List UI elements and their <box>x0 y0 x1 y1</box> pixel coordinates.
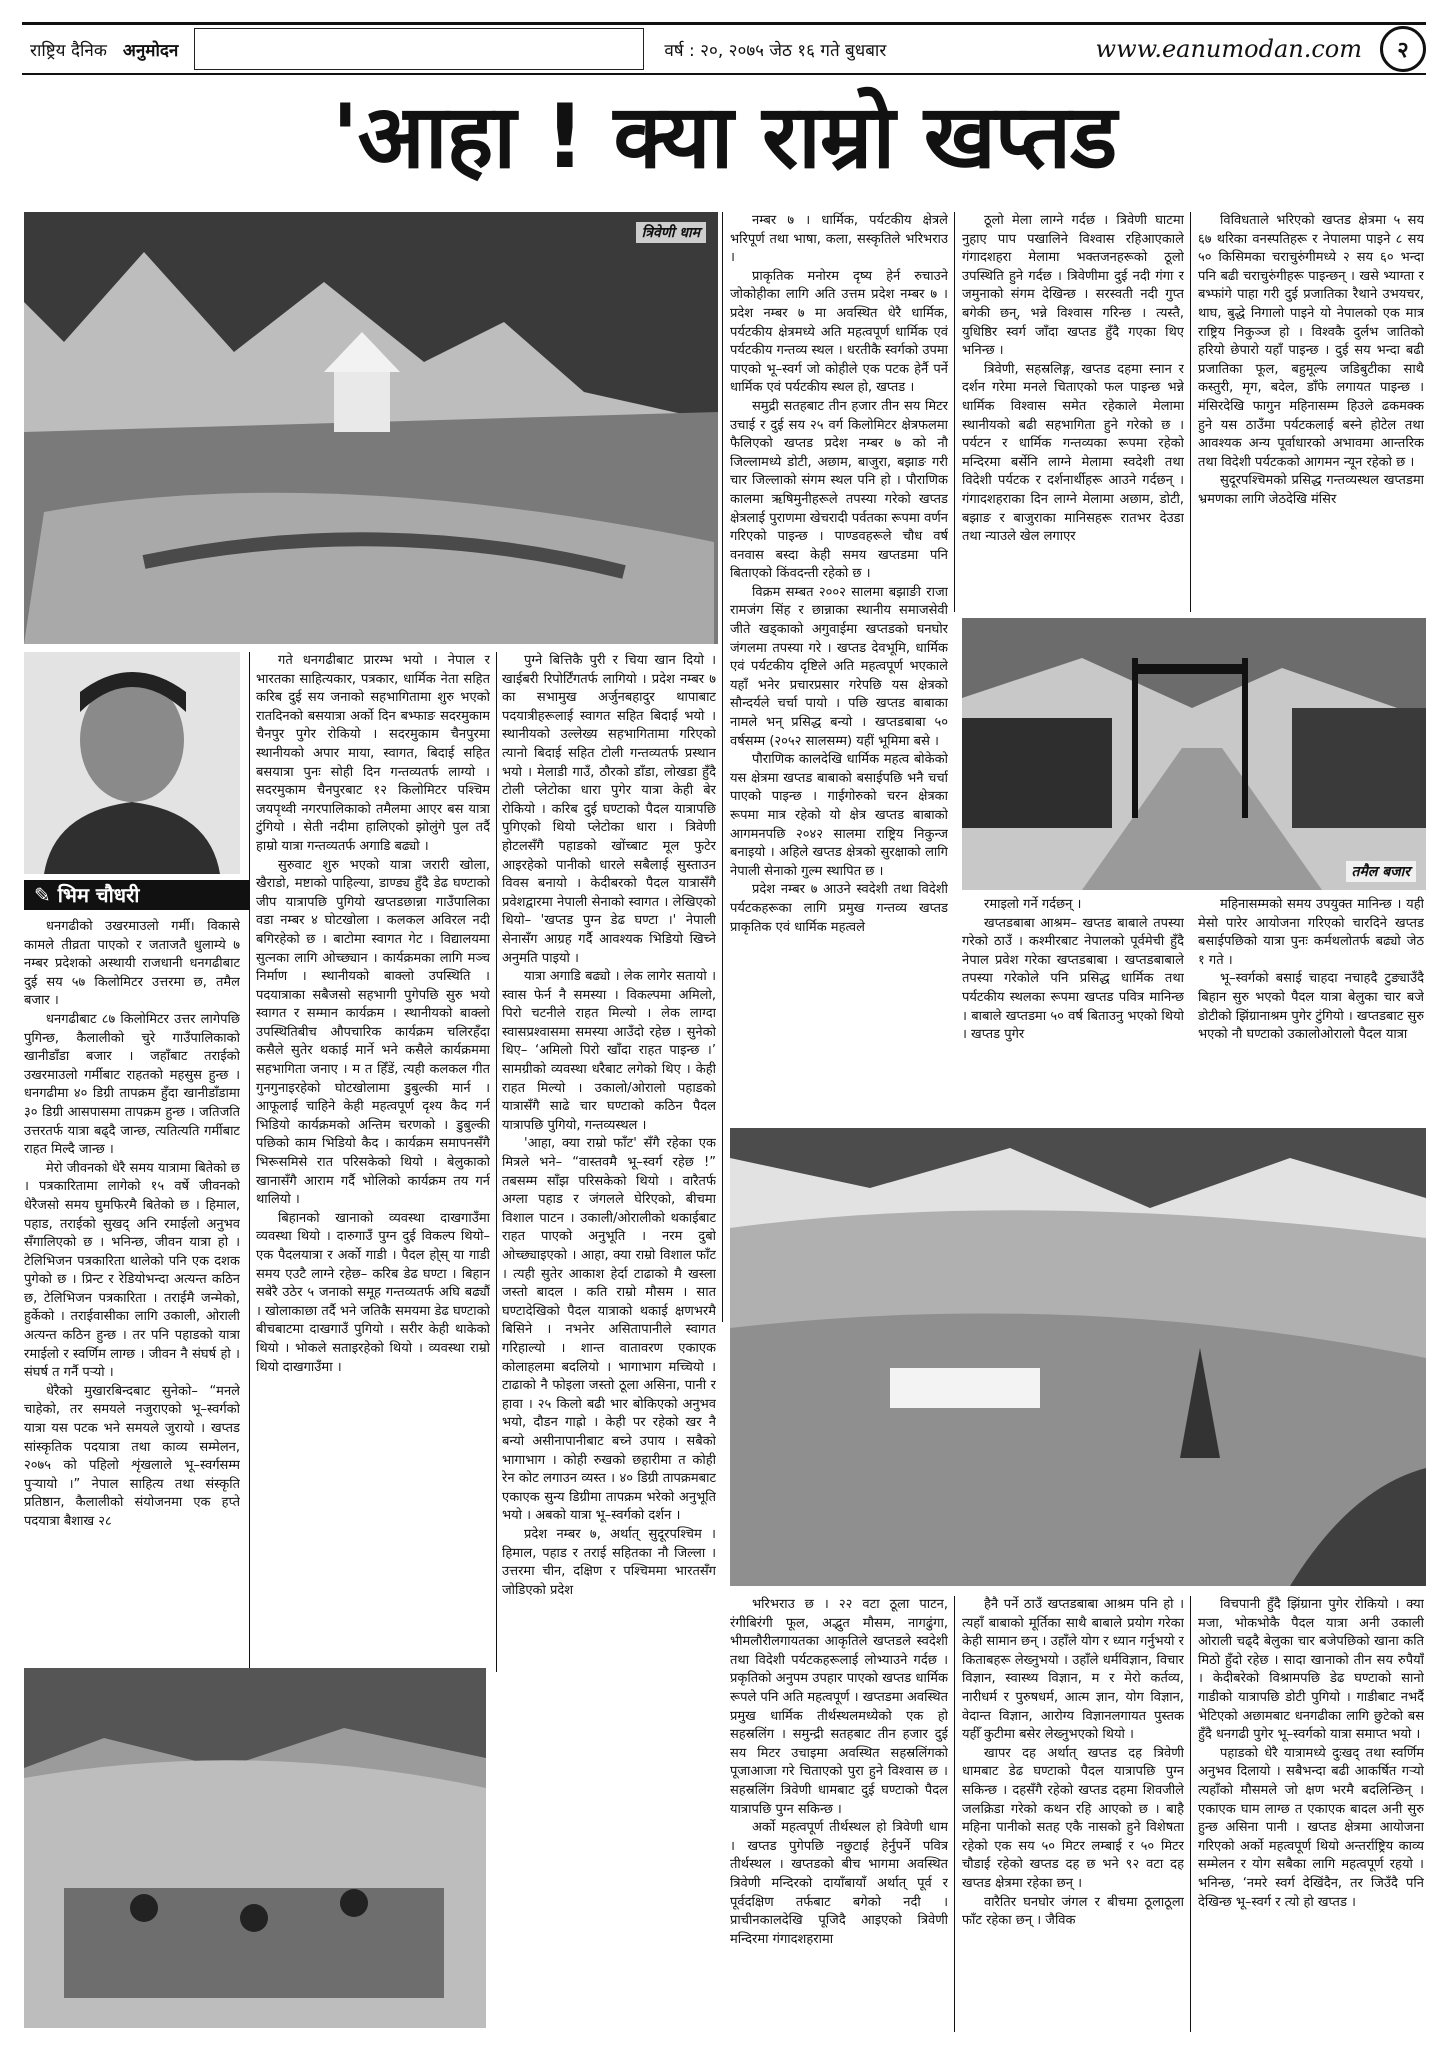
article-column-6-bottom <box>1198 1596 1424 2032</box>
khaptad-plateau-photo <box>730 1128 1426 1586</box>
column-rule <box>954 212 955 612</box>
triveni-dham-caption: त्रिवेणी धाम <box>636 222 706 243</box>
article-column-6 <box>1198 212 1424 612</box>
article-column-3 <box>502 652 716 2032</box>
paragraph: मेरो जीवनको धेरै समय यात्रामा बितेको छ । पत्रकारितामा लागेको १५ वर्षे जीवनको धेरैजसो समय घुमफिरमै बितेको छ । हिमाल, पहाड, तराईको सुखद् अनि रमाईलो अनुभव सँगालिएको छ । भनिन्छ, जीवन यात्रा हो । टेलिभिजन पत्रकारिता थालेको पनि एक दशक पुगेको छ । प्रिन्ट र रेडियोभन्दा अत्यन्त कठिन छ, टेलिभिजन पत्रकारिता । तराईमै जन्मेको, हुर्केको । तराईवासीका लागि उकाली, ओराली अत्यन्त कठिन हुन्छ । तर पनि पहाडको यात्रा रमाईलो र स्वर्णिम लाग्छ । जीवन नै संघर्ष हो । संघर्ष त गर्नै पर्‍यो । <box>24 1160 240 1381</box>
article-column-4-bottom <box>730 1596 948 2032</box>
column-rule <box>1190 212 1191 612</box>
paragraph: प्राकृतिक मनोरम दृष्य हेर्न रुचाउने जोकोहीका लागि अति उत्तम प्रदेश नम्बर ७ । प्रदेश नम्बर ७ मा अवस्थित धेरै धार्मिक, पर्यटकीय क्षेत्रमध्ये अति महत्वपूर्ण धार्मिक एवं पर्यटकीय गन्तव्य स्थल । धरतीकै स्वर्गको उपमा पाएको भू–स्वर्ग जो कोहीले एक पटक हेर्नै पर्ने धार्मिक एवं पर्यटकीय स्थल हो, खप्तड । <box>730 268 948 396</box>
article-column-5 <box>962 212 1184 612</box>
article-column-4 <box>730 212 948 1122</box>
paper-label: राष्ट्रिय दैनिक <box>30 40 107 61</box>
author-byline: ✎ भिम चौधरी <box>24 880 250 910</box>
paragraph: खप्तडबाबा आश्रम– खप्तड बाबाले तपस्या गरेको ठाउँ । कश्मीरबाट नेपालको पूर्वमेची हुँदै नेपाल प्रवेश गरेका खप्तडबाबा । खप्तडबाबाले तपस्या गरेकोले पनि प्रसिद्ध धार्मिक तथा पर्यटकीय स्थलका रूपमा खप्तड पवित्र मानिन्छ । बाबाले खप्तडमा ५० वर्ष बिताउनु भएको थियो । खप्तड पुगेर <box>962 915 1184 1043</box>
paper-name: अनुमोदन <box>122 40 179 61</box>
article-column-2 <box>256 652 490 1656</box>
paragraph: सुदूरपश्चिमको प्रसिद्ध गन्तव्यस्थल खप्तडमा भ्रमणका लागि जेठदेखि मंसिर <box>1198 473 1424 507</box>
column-rule <box>249 652 250 1672</box>
author-name: भिम चौधरी <box>57 883 140 907</box>
column-rule <box>954 1596 955 2032</box>
paragraph: खापर दह अर्थात् खप्तड दह त्रिवेणी धामबाट डेढ घण्टाको पैदल यात्रापछि पुग्न सकिन्छ । दहसँगै रहेको खप्तड दहमा शिवजीले जलक्रिडा गरेको कथन रहि आएको छ । बाहै महिना पानीको सतह एकै नासको हुने विशेषता रहेको एक सय ५० मिटर लम्बाई र ५० मिटर चौडाई रहेको खप्तड दह छ भने ९२ वटा दह खप्तड क्षेत्रमा रहेका छन् । <box>962 1745 1184 1891</box>
masthead <box>22 22 1426 75</box>
paragraph: गते धनगढीबाट प्रारम्भ भयो । नेपाल र भारतका साहित्यकार, पत्रकार, धार्मिक नेता सहित करिब दुई सय जनाको सहभागितामा शुरु भएको रातदिनको बसयात्रा अर्को दिन बभ्फाङ सदरमुकाम चैनपुर पुगेर रोकियो । सदरमुकाम चैनपुरमा स्थानीयको अपार माया, स्वागत, बिदाई सहित बसयात्रा पुनः सोही दिन गन्तव्यतर्फ लाग्यो । सदरमुकाम चैनपुरबाट १२ किलोमिटर पश्चिम जयपृथ्वी नगरपालिकाको तमैलमा आएर बस यात्रा टुंगियो । सेती नदीमा हालिएको झोलुंगे पुल तर्दै हाम्रो यात्रा गन्तव्यतर्फ अगाडि बढ्यो । <box>256 653 490 854</box>
column-rule <box>722 212 723 1322</box>
paragraph: भरिभराउ छ । २२ वटा ठूला पाटन, रंगीबिरंगी फूल, अद्भुत मौसम, नागढुंगा, भीमलौरीलगायतका आकृतिले खप्तडले स्वदेशी तथा विदेशी पर्यटकहरूलाई लोभ्याउने गर्दछ । प्रकृतिको अनुपम उपहार पाएको खप्तड धार्मिक रूपले पनि अति महत्वपूर्ण । खप्तडमा अवस्थित प्रमुख धार्मिक तीर्थस्थलमध्येको एक हो सहस्रलिंग । समुन्द्री सतहबाट तीन हजार दुई सय मिटर उचाइमा अवस्थित सहस्रलिंगको पूजाआजा गरे चिताएको पुरा हुने विश्वास छ । सहस्रलिंग त्रिवेणी धामबाट दुई घण्टाको पैदल यात्रापछि पुग्न सकिन्छ । <box>730 1597 948 1817</box>
paragraph: विक्रम सम्बत २००२ सालमा बझाङी राजा रामजंग सिंह र छान्नाका स्थानीय समाजसेवी जीते खड्काको अगुवाईमा खप्तडको घनघोर जंगलमा तपस्या गरे । खप्तड देवभूमि, धार्मिक एवं पर्यटकीय दृष्टिले अति महत्वपूर्ण भएकाले यहाँ भनेर प्रचारप्रसार गरेपछि यस क्षेत्रको सौन्दर्यले चर्चा पायो । पछि खप्तड बाबाका नामले भन् प्रसिद्ध बन्यो । खप्तडबाबा ५० वर्षसम्म (२०५२ सालसम्म) यहीं भूमिमा बसे । <box>730 584 948 749</box>
column-rule <box>1190 1596 1191 2032</box>
article-column-6-continued <box>1198 896 1424 1118</box>
khaptad-plateau-illustration <box>730 1128 1426 1586</box>
paragraph: विविधताले भरिएको खप्तड क्षेत्रमा ५ सय ६७ थरिका वनस्पतिहरू र नेपालमा पाइने ८ सय ५० किसिमका चराचुरुंगीमध्ये २ सय ६० भन्दा पनि बढी चराचुरुंगीहरू पाइन्छन् । खसे भ्याग्ता र बभ्फांगे पाहा गरी दुई प्रजातिका रैथाने उभयचर, थाघ, बुद्धे निगालो पाइने यो नेपालको एक मात्र राष्ट्रिय निकुञ्ज हो । विश्वकै दुर्लभ जातिको हरियो छेपारो यहाँ पाइन्छ । दुई सय भन्दा बढी प्रजातिका फूल, बहुमूल्य जडिबुटीका साथै कस्तुरी, मृग, बदेल, डाँफे लगायत पाइन्छ । मंसिरदेखि फागुन महिनासम्म हिउले ढकमक्क हुने यस ठाउँमा पर्यटकलाई बस्ने होटेल तथा आवश्यक अन्य पूर्वाधारको अभावमा आन्तरिक तथा विदेशी पर्यटकको आगमन न्यून रहेको छ । <box>1198 213 1424 470</box>
paragraph: समुद्री सतहबाट तीन हजार तीन सय मिटर उचाई र दुई सय २५ वर्ग किलोमिटर क्षेत्रफलमा फैलिएको खप्तड प्रदेश नम्बर ७ को नौ जिल्लामध्ये डोटी, अछाम, बाजुरा, बझाङ गरी चार जिल्लाको संगम स्थल पनि हो । पौराणिक कालमा ऋषिमुनीहरूले तपस्या गरेको खप्तड क्षेत्रलाई पुराणमा खेचरादी पर्वतका रूपमा वर्णन गरिएको पाइन्छ । पाण्डवहरूले चौध वर्ष वनवास बस्दा केही समय खप्तडमा पनि बिताएको किंवदन्ती रहेको छ । <box>730 398 948 582</box>
paragraph: हैनै पर्ने ठाउँ खप्तडबाबा आश्रम पनि हो । त्यहाँ बाबाको मूर्तिका साथै बाबाले प्रयोग गरेका केही सामान छन् । उहाँले योग र ध्यान गर्नुभयो र किताबहरू लेख्नुभयो । उहाँले धर्मविज्ञान, विचार विज्ञान, स्वास्थ्य विज्ञान, म र मेरो कर्तव्य, नारीधर्म र पुरुषधर्म, आत्म ज्ञान, योग विज्ञान, वेदान्त विज्ञान, आरोग्य विज्ञानलगायत पुस्तक यहीँ कुटीमा बसेर लेख्नुभएको थियो । <box>962 1597 1184 1743</box>
paragraph: धनगढीको उखरमाउलो गर्मी। विकासे कामले तीव्रता पाएको र जताजतै धुलाम्ये ७ नम्बर प्रदेशको अस्थायी राजधानी धनगढीबाट दुई सय ५७ किलोमिटर उत्तरमा छ, तमैल बजार । <box>24 919 240 1009</box>
website-link[interactable]: www.eanumodan.com <box>1095 35 1362 63</box>
paragraph: यात्रा अगाडि बढ्यो । लेक लागेर सतायो । स्वास फेर्न नै समस्या । विकल्पमा अमिलो, पिरो चटनीले राहत मिल्यो । लेक लाग्दा स्वासप्रश्वासमा समस्या आउँदो रहेछ । सुनेको थिए– ‘अमिलो पिरो खाँदा राहत पाइन्छ ।’ सामग्रीको व्यवस्था धरैबाट लगेको थिए । केही राहत मिल्यो । उकालो/ओरालो पहाडको यात्रासँगै साढे चार घण्टाको कठिन पैदल यात्रापछि पुगियो, गन्तव्यस्थल । <box>502 969 716 1133</box>
article-column-5-continued <box>962 896 1184 1118</box>
author-portrait <box>24 652 240 874</box>
tamail-bazar-caption: तमैल बजार <box>1346 861 1416 882</box>
paragraph: पुग्ने बित्तिकै पुरी र चिया खान दियो । खाईबरी रिपोर्टिंगतर्फ लागियो । प्रदेश नम्बर ७ का सभामुख अर्जुनबहादुर थापाबाट पदयात्रीहरूलाई स्वागत सहित बिदाई भयो । स्थानीयको उल्लेख्य सहभागितामा गरिएको त्यानो बिदाई सहित टोली गन्तव्यतर्फ प्रस्थान भयो । मेलाडी गाउँ, ठौरको डाँडा, लोखडा हुँदै टोली प्लेटोका धारा पुगेर यात्रा केही बेर रोकियो । करिब दुई घण्टाको पैदल यात्रापछि पुगिएको थियो प्लेटोका धारा । त्रिवेणी होटलसँगै पहाडको खोंच्बाट मूल फुटेर आइरहेको पानीको धारले सबैलाई सुस्ताउन विवस बनायो । केदीबरको पैदल यात्रासँगै प्रवेशद्वारमा नेपाली सेनाको स्वागत । लेखिएको थियो– 'खप्तड पुग्न डेढ घण्टा ।' नेपाली सेनासँग आग्रह गर्दै आवश्यक भिडियो खिच्ने अनुमति पाइयो । <box>502 653 716 966</box>
paragraph: भू–स्वर्गको बसाई चाहदा नचाहदै टुङ्याउँदै बिहान सुरु भएको पैदल यात्रा बेलुका चार बजे डोटीको झिंग्रानाश्रम पुगेर टुंगियो । खप्तडबाट सुरु भएको नौ घण्टाको उकालोओरालो पैदल यात्रा <box>1198 971 1424 1043</box>
paragraph: बिहानको खानाको व्यवस्था दाखगाउँमा व्यवस्था थियो । दारुगाउँ पुग्न दुई विकल्प थियो– एक पैदलयात्रा र अर्को गाडी । पैदल हो्‍स् या गाडी समय एउटै लाग्ने रहेछ– करिब डेढ घण्टा । बिहान सबेरै उठेर ५ जनाको समूह गन्तव्यतर्फ अघि बढ्यौं । खोलाकाछा तर्दै भने जतिकै समयमा डेढ घण्टाको बीचबाटमा दाखगाउँ पुगियो । सरीर केही थाकेको थियो । भोकले सताइरहेको थियो । व्यवस्था राम्रो थियो दाखगाउँमा । <box>256 1210 490 1375</box>
yoga-session-photo <box>24 1668 486 2028</box>
paragraph: रमाइलो गर्ने गर्दछन् । <box>984 897 1082 912</box>
paragraph: विचपानी हुँदै झिंग्राना पुगेर रोकियो । क्या मजा, भोकभोकै पैदल यात्रा अनी उकाली ओराली चढ्दै बेलुका चार बजेपछिको खाना कति मिठो हुँदो रहेछ । सादा खानाको तीन सय रुपैयाँ । केदीबरेको विश्रामपछि डेढ घण्टाको सानो गाडीको यात्रापछि डोटी पुगियो । गाडीबाट नभर्दै भेटिएको अछामबाट धनगढीका लागि छुटेको बस हुँदै धनगढी पुगेर भू–स्वर्गको यात्रा समाप्त भयो । <box>1198 1597 1424 1743</box>
yoga-session-illustration <box>24 1668 486 2028</box>
paragraph: वारैतिर घनघोर जंगल र बीचमा ठूलाठूला फाँट रहेका छन् । जैविक <box>962 1894 1184 1929</box>
article-headline: 'आहा ! क्या राम्रो खप्तड <box>331 85 1117 188</box>
paragraph: नम्बर ७ । धार्मिक, पर्यटकीय क्षेत्रले भरिपूर्ण तथा भाषा, कला, सस्कृतिले भरिभराउ । <box>730 213 948 266</box>
page-number: २ <box>1380 26 1426 72</box>
tamail-bazar-illustration <box>962 618 1426 890</box>
triveni-dham-illustration <box>24 212 718 644</box>
issue-date: वर्ष : २०, २०७५ जेठ १६ गते बुधबार <box>664 40 887 61</box>
masthead-blank-box <box>194 28 644 70</box>
author-portrait-illustration <box>24 652 240 874</box>
column-rule <box>496 652 497 1672</box>
paragraph: धेरैको मुखारबिन्दबाट सुनेको– “मनले चाहेको, तर समयले नजुराएको भू–स्वर्गको यात्रा यस पटक भने समयले जुरायो । खप्तड सांस्कृतिक पदयात्रा तथा काव्य सम्मेलन, २०७५ को पहिलो शृंखलाले भू–स्वर्गसम्म पुर्‍यायो ।” नेपाल साहित्य तथा संस्कृति प्रतिष्ठान, कैलालीको संयोजनमा एक हप्ते पदयात्रा बैशाख २८ <box>24 1383 240 1529</box>
paragraph: त्रिवेणी, सहस्रलिङ्ग, खप्तड दहमा स्नान र दर्शन गरेमा मनले चिताएको फल पाइन्छ भन्ने धार्मिक विश्वास समेत रहेकाले मेलामा स्थानीयको बढी सहभागिता हुने गरेको छ । पर्यटन र धार्मिक गन्तव्यका रूपमा रहेको मन्दिरमा बर्सेनि लाग्ने मेलामा स्वदेशी तथा विदेशी पर्यटक र दर्शनार्थीहरू आउने गर्दछन् । गंगादशहराका दिन लाग्ने मेलामा अछाम, डोटी, बझाङ र बाजुराका मानिसहरू रातभर देउडा तथा न्याउले खेल लगाएर <box>962 361 1184 545</box>
paragraph: धनगढीबाट ८७ किलोमिटर उत्तर लागेपछि पुगिन्छ, कैलालीको चुरे गाउँपालिकाको खानीडाँडा बजार । जहाँबाट तराईको उखरमाउलो गर्मीबाट राहतको महसुस हुन्छ । धनगढीमा ४० डिग्री तापक्रम हुँदा खानीडाँडामा ३० डिग्री आसपासमा तापक्रम हुन्छ । जतिजति उत्तरतर्फ यात्रा बढ्दै जान्छ, त्यतित्यति गर्मीबाट राहत मिल्दै जान्छ । <box>24 1011 240 1158</box>
paragraph: 'आहा, क्या राम्रो फाँट' सँगै रहेका एक मित्रले भने– “वास्तवमै भू–स्वर्ग रहेछ !” तबसम्म साँझ परिसकेको थियो । वारैतर्फ अग्ला पहाड र जंगलले घेरिएको, बीचमा विशाल पाटन । उकाली/ओरालीको थकाईबाट राहत पाएको अनुभूति । नरम दुबो ओच्छ्याइएको । आहा, क्या राम्रो विशाल फाँट । त्यही सुतेर आकाश हेर्दा टाढाको मै खस्ला जस्तो बादल । कति राम्रो मौसम । सात घण्टादेखिको पैदल यात्राको थकाई क्षणभरमै बिसिने । नभनेर असितापानीले स्वागत गरिहाल्यो । शान्त वातावरण एकाएक कोलाहलमा बदलियो । भागाभाग मच्चियो । टाढाको नै फोइला जस्तो ठूला असिना, पानी र हावा । २५ किलो बढी भार बोकिएको अनुभव भयो, दौडन गाह्रो । केही पर रहेको खर नै बन्यो असीनापानीबाट बच्ने उपाय । सबैको भागाभाग । कोही रुखको छहारीमा त कोही रेन कोट लगाउन व्यस्त । ४० डिग्री तापक्रमबाट एकाएक सुन्य डिग्रीमा तापक्रम भरेको अनुभूति भयो । अबको यात्रा भू–स्वर्गको दर्शन । <box>502 1136 716 1524</box>
paragraph: पहाडको धेरै यात्रामध्ये दुःखद् तथा स्वर्णिम अनुभव दिलायो । सबैभन्दा बढी आकर्षित गर्‍यो त्यहाँको मौसमले जो क्षण भरमै बदलिन्छिन् । एकाएक घाम लाग्छ त एकाएक बादल अनी सुरु हुन्छ असिना पानी । खप्तड क्षेत्रमा आयोजना गरिएको अर्को महत्वपूर्ण थियो अन्तर्राष्ट्रिय काव्य सम्मेलन र योग सबैका लागि महत्वपूर्ण रहयो । भनिन्छ, ‘नमरे स्वर्ग देखिंदैन, तर जिउँदै पनि देखिन्छ भू–स्वर्ग र त्यो हो खप्तड । <box>1198 1745 1424 1910</box>
paragraph: प्रदेश नम्बर ७ आउने स्वदेशी तथा विदेशी पर्यटकहरूका लागि प्रमुख गन्तव्य खप्तड प्राकृतिक एवं धार्मिक महत्वले <box>730 882 948 935</box>
triveni-dham-photo <box>24 212 718 644</box>
paragraph: पौराणिक कालदेखि धार्मिक महत्व बोकेको यस क्षेत्रमा खप्तड बाबाको बसाईपछि भनै चर्चा पाएको पाइन्छ । गाईगोरुको चरन क्षेत्रका रूपमा मात्र रहेको यो क्षेत्र खप्तड बाबाको आगमनपछि २०४२ सालमा राष्ट्रिय निकुन्ज बनाइयो । अहिले खप्तड क्षेत्रको सुरक्षाको लागि नेपाली सेनाको गुल्म स्थापित छ । <box>730 752 948 879</box>
paragraph: ठूलो मेला लाग्ने गर्दछ । त्रिवेणी घाटमा नुहाए पाप पखालिने विश्वास रहिआएकाले गंगादशहरा मेलामा भक्तजनहरूको ठूलो उपस्थिति हुने गर्दछ । त्रिवेणीमा दुई नदी गंगा र जमुनाको संगम देखिन्छ । सरस्वती नदी गुप्त बगेकी छन्, भन्ने विश्वास गरिन्छ । त्यस्तै, युधिष्ठिर स्वर्ग जाँदा खप्तड हुँदै गएका थिए भनिन्छ । <box>962 213 1184 359</box>
paragraph: प्रदेश नम्बर ७, अर्थात् सुदूरपश्चिम । हिमाल, पहाड र तराई सहितका नौ जिल्ला । उत्तरमा चीन, दक्षिण र पश्चिममा भारतसँग जोडिएको प्रदेश <box>502 1526 716 1598</box>
paragraph: अर्को महत्वपूर्ण तीर्थस्थल हो त्रिवेणी धाम । खप्तड पुगेपछि नछुटाई हेर्नुपर्ने पवित्र तीर्थस्थल । खप्तडको बीच भागमा अवस्थित त्रिवेणी मन्दिरको दायाँबायाँ अर्थात् पूर्व र पूर्वदक्षिण तर्फबाट बगेको नदी । प्राचीनकालदेखि पूजिदै आइएको त्रिवेणी मन्दिरमा गंगादशहरामा <box>730 1820 948 1947</box>
tamail-bazar-photo <box>962 618 1426 890</box>
article-column-5-bottom <box>962 1596 1184 2032</box>
paragraph: महिनासम्मको समय उपयुक्त मानिन्छ । यही मेसो पारेर आयोजना गरिएको चारदिने खप्तड बसाईपछिको यात्रा पुनः कर्मथलोतर्फ बढ्यो जेठ १ गते । <box>1198 897 1424 968</box>
paragraph: सुरुवाट शुरु भएको यात्रा जरारी खोला, खैराडो, मष्टाको पाहिल्या, डाण्ड्य हुँदै डेढ घण्टाको जीप यात्रापछि पुगियो खप्तडछान्ना गाउँपालिका वडा नम्बर ४ घोटखोला । कलकल अविरल नदी बगिरहेको छ । बाटोमा स्वागत गेट । विद्यालयमा सुत्नका लागि ओच्छ्यान । कार्यक्रमका लागि मञ्च निर्माण । स्थानीयको बाक्लो उपस्थिति । पदयात्राका सबैजसो सहभागी पुगेपछि सुरु भयो स्वागत र सम्मान कार्यक्रम । स्थानीयको बाक्लो उपस्थितिबीच औपचारिक कार्यक्रम चलिरहँदा कसैले सुतेर थकाई मार्ने भने कसैले कार्यक्रममा सहभागिता जनाए । म त हिँडें, त्यही कलकल गीत गुनगुनाइरहेको घोटखोलामा डुबुल्की मार्न । आफूलाई चाहिने केही महत्वपूर्ण दृश्य कैद गर्न भिडियो कार्यक्रमको अन्तिम चरणको । डुबुल्की पछिको काम भिडियो कैद । कार्यक्रम समापनसँगै भिरूसमिसे रात परिसकेको थियो । बेलुकाको खानासँगै आराम गर्दै भोलिको कार्यक्रम तय गर्न थालियो । <box>256 857 490 1208</box>
